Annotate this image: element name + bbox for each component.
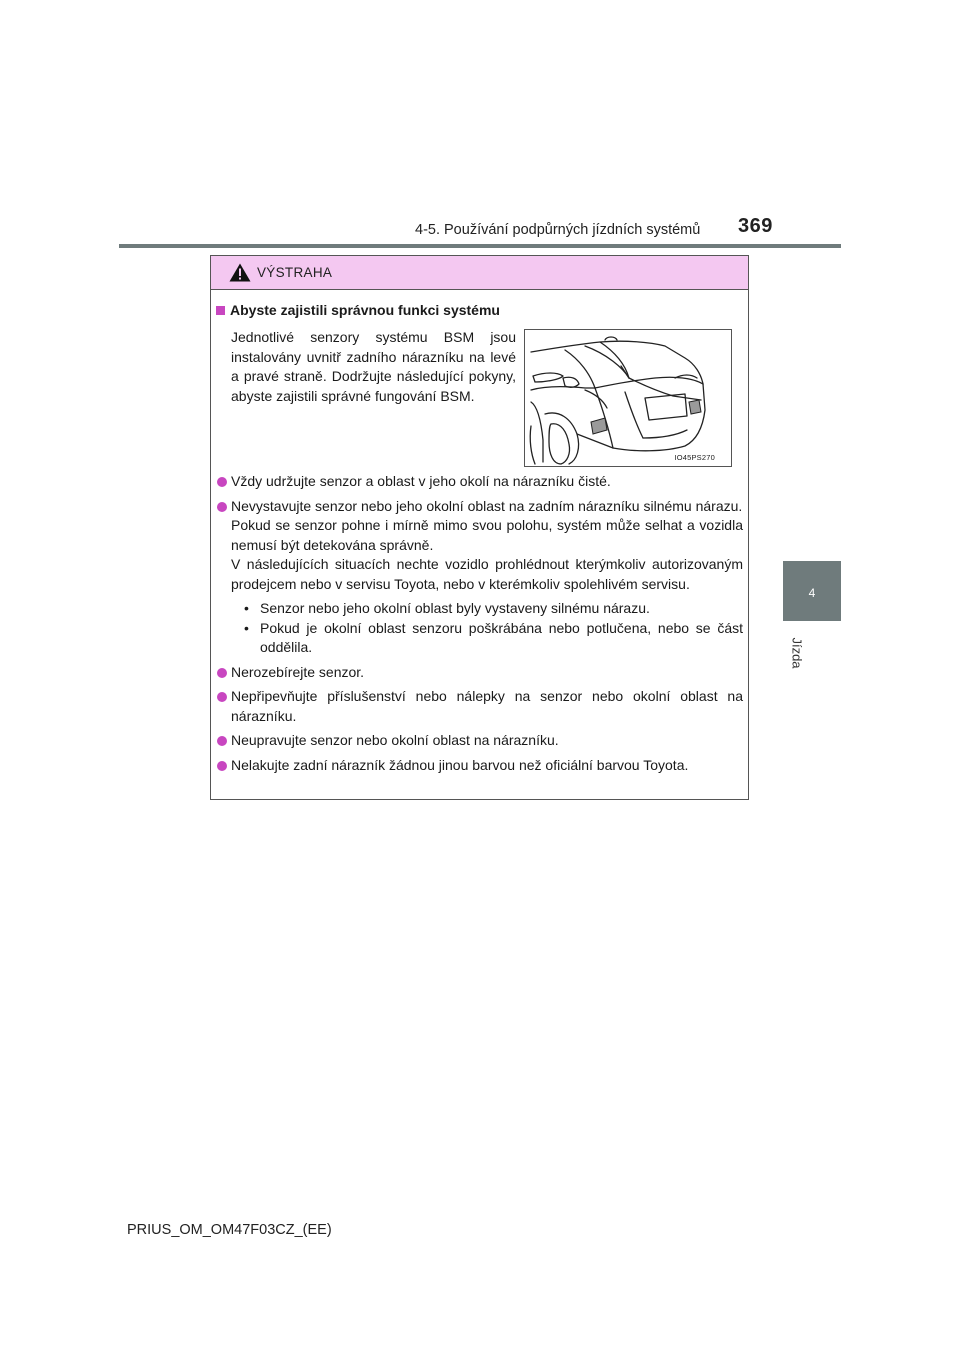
- list-item: [216, 756, 743, 776]
- sub-list-item: [231, 619, 743, 658]
- header-rule: [119, 244, 841, 248]
- item-text: Vždy udržujte senzor a oblast v jeho okolí na nárazníku čisté.: [231, 473, 611, 489]
- sub-list: [231, 599, 743, 658]
- list-item: [216, 497, 743, 658]
- chapter-label-text: Jízda: [789, 637, 805, 669]
- square-bullet-icon: [216, 306, 225, 315]
- intro-paragraph: Jednotlivé senzory systému BSM jsou instalovány uvnitř zadního nárazníku na levé a pravé straně. Dodržujte následující pokyny, abyste zajistili správné fungování BSM.: [231, 329, 516, 404]
- round-bullet-icon: [217, 668, 227, 678]
- warning-box: [210, 255, 749, 800]
- item-text: Nelakujte zadní nárazník žádnou jinou barvou než oficiální barvou Toyota.: [231, 756, 689, 773]
- sub-bullet-icon: •: [244, 600, 249, 616]
- round-bullet-icon: [217, 477, 227, 487]
- section-heading: [216, 302, 500, 318]
- chapter-tab[interactable]: [783, 561, 841, 621]
- car-rear-illustration: [524, 329, 732, 467]
- round-bullet-icon: [217, 761, 227, 771]
- car-rear-drawing: [525, 330, 732, 467]
- item-text: Nerozebírejte senzor.: [231, 663, 365, 680]
- list-item: [216, 731, 743, 751]
- chapter-number: 4: [808, 586, 816, 600]
- header-section-title: 4-5. Používání podpůrných jízdních systémů: [415, 222, 701, 238]
- figure-label: IO45PS270: [674, 453, 715, 462]
- item-text: Neupravujte senzor nebo okolní oblast na nárazníku.: [231, 732, 559, 748]
- round-bullet-icon: [217, 736, 227, 746]
- list-item: [216, 663, 743, 683]
- sub-bullet-icon: •: [244, 619, 249, 636]
- list-item: [216, 472, 743, 492]
- round-bullet-icon: [217, 692, 227, 702]
- sub-item-text: Senzor nebo jeho okolní oblast byly vystaveny silnému nárazu.: [260, 600, 650, 616]
- warning-triangle-icon: [229, 263, 251, 282]
- section-heading-text: Abyste zajistili správnou funkci systému: [230, 302, 500, 318]
- instruction-list: [216, 472, 743, 780]
- list-item: [216, 687, 743, 726]
- sub-item-text: Pokud je okolní oblast senzoru poškrábána nebo potlučena, nebo se část oddělila.: [260, 619, 743, 655]
- document-id: PRIUS_OM_OM47F03CZ_(EE): [127, 1222, 332, 1238]
- warning-title: VÝSTRAHA: [257, 265, 333, 280]
- chapter-label: [784, 628, 810, 678]
- item-text: Nevystavujte senzor nebo jeho okolní oblast na zadním nárazníku silnému nárazu.: [231, 497, 743, 514]
- page-number: 369: [738, 215, 773, 237]
- round-bullet-icon: [217, 502, 227, 512]
- item-text: Pokud se senzor pohne i mírně mimo svou polohu, systém může selhat a vozidla nemusí být detekována správně.: [231, 517, 743, 553]
- sub-list-item: [231, 599, 743, 619]
- item-text: V následujících situacích nechte vozidlo prohlédnout kterýmkoliv autorizovaným prodejcem nebo v servisu Toyota, nebo v kterémkoliv spolehlivém servisu.: [231, 556, 743, 592]
- warning-header: [211, 256, 748, 290]
- item-text: Nepřipevňujte příslušenství nebo nálepky na senzor nebo okolní oblast na nárazníku.: [231, 688, 743, 724]
